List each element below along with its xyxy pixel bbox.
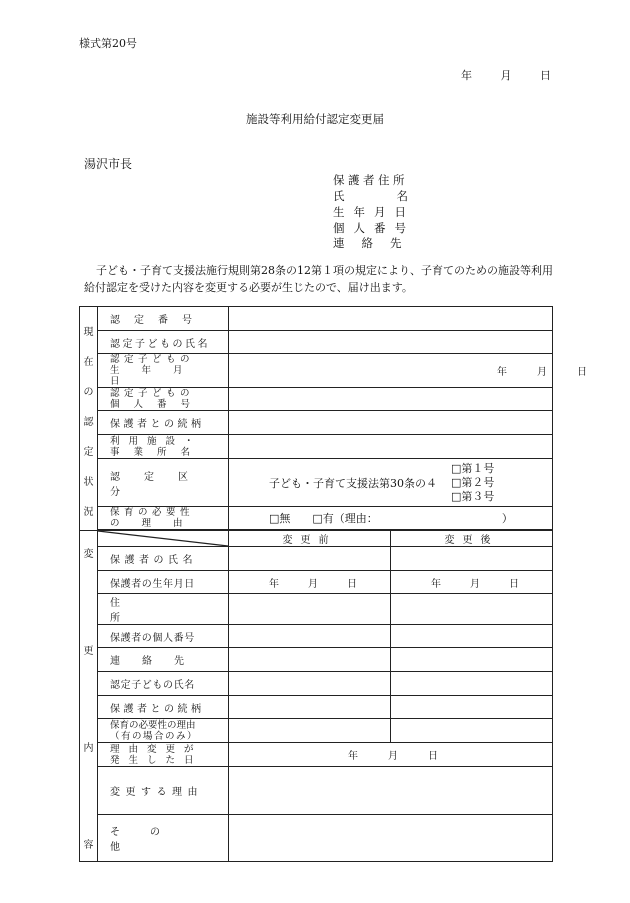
month-label: 月 xyxy=(470,578,480,590)
year-label: 年 xyxy=(348,751,358,762)
change-child-name-after[interactable] xyxy=(391,672,553,696)
cert-number-text: 認定番号 xyxy=(110,315,206,326)
applicant-name-label xyxy=(333,188,460,204)
address-label xyxy=(98,594,229,625)
need-reason-label xyxy=(98,507,229,530)
facility-text-2: 事業所名 xyxy=(110,446,205,458)
child-name-label xyxy=(98,331,229,354)
relationship-text: 保護者との続柄 xyxy=(110,419,205,430)
contact-text: 連絡先 xyxy=(110,656,206,667)
contact-label xyxy=(98,648,229,672)
year-label: 年 xyxy=(431,578,441,590)
category-text: 認定区分 xyxy=(110,471,212,498)
guardian-dob-before-date xyxy=(269,575,357,590)
facility-label xyxy=(98,435,229,459)
change-reason-value[interactable] xyxy=(229,767,553,815)
month-label: 月 xyxy=(500,69,512,82)
child-name-value[interactable] xyxy=(229,331,553,354)
cert-number-value[interactable] xyxy=(229,307,553,331)
relationship-label xyxy=(98,411,229,435)
applicant-contact-label xyxy=(333,235,419,251)
month-label: 月 xyxy=(308,578,318,590)
guardian-id-after[interactable] xyxy=(391,625,553,648)
change-date-label xyxy=(98,743,229,767)
guardian-id-before[interactable] xyxy=(229,625,391,648)
category-option-1-checkbox[interactable]: □第１号 xyxy=(451,461,495,475)
month-label: 月 xyxy=(537,367,547,378)
change-form-table xyxy=(79,306,587,862)
contact-before[interactable] xyxy=(229,648,391,672)
applicant-address-text: 保護者住所 xyxy=(333,173,408,187)
other-label xyxy=(98,815,229,862)
guardian-name-text: 保護者の氏名 xyxy=(110,555,197,566)
child-dob-text-1: 認定子どもの xyxy=(110,354,195,365)
change-child-name-before[interactable] xyxy=(229,672,391,696)
applicant-dob-label xyxy=(333,204,415,220)
submission-date xyxy=(461,67,551,83)
day-label: 日 xyxy=(577,367,587,378)
change-need-reason-before[interactable] xyxy=(229,719,391,743)
child-id-value[interactable] xyxy=(229,388,553,411)
child-id-label xyxy=(98,388,229,411)
guardian-dob-after[interactable] xyxy=(391,571,553,594)
facility-text-1: 利用施設・ xyxy=(110,435,203,447)
form-number: 様式第20号 xyxy=(79,37,137,50)
side-char: 容 xyxy=(83,840,94,851)
change-need-reason-after[interactable] xyxy=(391,719,553,743)
applicant-contact-text: 連絡先 xyxy=(333,236,419,250)
day-label: 日 xyxy=(540,69,551,82)
guardian-dob-label xyxy=(98,571,229,594)
address-text: 住所 xyxy=(110,598,194,624)
category-option-3-checkbox[interactable]: □第３号 xyxy=(451,489,495,503)
guardian-id-text: 保護者の個人番号 xyxy=(110,632,195,644)
day-label: 日 xyxy=(347,578,357,590)
address-before[interactable] xyxy=(229,594,391,625)
contact-after[interactable] xyxy=(391,648,553,672)
month-label: 月 xyxy=(388,751,398,762)
change-relationship-text: 保護者との続柄 xyxy=(110,703,205,715)
change-child-name-label xyxy=(98,672,229,696)
need-yes-checkbox[interactable]: □有（理由： xyxy=(312,512,378,525)
header-diagonal-cell xyxy=(98,531,229,547)
change-child-name-text: 認定子どもの氏名 xyxy=(110,680,195,691)
other-value[interactable] xyxy=(229,815,553,862)
other-text: その他 xyxy=(110,827,190,853)
before-header xyxy=(229,531,391,547)
category-label xyxy=(98,459,229,507)
facility-value[interactable] xyxy=(229,435,553,459)
change-relationship-label xyxy=(98,696,229,719)
guardian-dob-after-date xyxy=(431,575,519,590)
change-need-reason-text-2: （有の場合のみ） xyxy=(110,730,199,742)
after-header xyxy=(391,531,553,547)
side-char: 認 xyxy=(83,416,94,428)
applicant-name-text: 氏名 xyxy=(333,189,460,203)
guardian-id-label xyxy=(98,625,229,648)
intro-paragraph: 子ども・子育て支援法施行規則第28条の12第１項の規定により、子育てのための施設等利用給付認定を受けた内容を変更する必要が生じたので、届け出ます。 xyxy=(84,264,553,294)
side-char: 定 xyxy=(83,447,94,459)
child-name-text: 認定子どもの氏名 xyxy=(110,338,210,350)
relationship-value[interactable] xyxy=(229,411,553,435)
change-date-value[interactable] xyxy=(229,743,553,767)
guardian-name-before[interactable] xyxy=(229,547,391,571)
day-label: 日 xyxy=(509,578,519,590)
change-contents-side-label xyxy=(80,531,98,862)
need-reason-text-2: の理由 xyxy=(110,518,205,529)
change-date-text-2: 発生した日 xyxy=(110,754,203,766)
addressee: 湯沢市長 xyxy=(84,157,133,171)
need-reason-text-1: 保育の必要性 xyxy=(110,507,195,518)
applicant-id-text: 個人番号 xyxy=(333,221,415,235)
applicant-id-label xyxy=(333,220,415,236)
child-dob-text-2: 生年月日 xyxy=(110,365,205,387)
category-options xyxy=(451,462,494,504)
cert-number-label xyxy=(98,307,229,331)
category-option-2-checkbox[interactable]: □第２号 xyxy=(451,475,495,489)
after-header-text: 変更後 xyxy=(444,535,499,546)
category-law-text: 子ども・子育て支援法第30条の４ xyxy=(269,476,437,490)
side-char: 現 xyxy=(83,326,94,338)
child-dob-label xyxy=(98,354,229,388)
side-char: 更 xyxy=(83,646,94,657)
guardian-name-after[interactable] xyxy=(391,547,553,571)
year-label: 年 xyxy=(497,367,507,378)
category-value xyxy=(229,459,553,507)
applicant-address-label xyxy=(333,172,408,188)
current-status-side-label xyxy=(80,307,98,531)
child-dob-value[interactable] xyxy=(229,354,587,388)
change-reason-label xyxy=(98,767,229,815)
diagonal-line xyxy=(98,531,228,546)
change-need-reason-label xyxy=(98,719,229,743)
need-none-checkbox[interactable]: □無 xyxy=(269,512,291,525)
applicant-dob-text: 生年月日 xyxy=(333,205,415,219)
side-char: 況 xyxy=(83,507,94,519)
side-char: 在 xyxy=(83,356,94,368)
child-id-text-1: 認定子どもの xyxy=(110,388,195,399)
change-relationship-after[interactable] xyxy=(391,696,553,719)
side-char: 状 xyxy=(83,477,94,489)
need-reason-value xyxy=(229,507,553,530)
day-label: 日 xyxy=(428,751,438,762)
change-relationship-before[interactable] xyxy=(229,696,391,719)
side-char: 内 xyxy=(83,743,94,754)
need-close-paren: ） xyxy=(501,512,513,525)
side-char: 変 xyxy=(83,549,94,560)
change-date-date xyxy=(348,747,438,762)
change-reason-text: 変更する理由 xyxy=(110,787,203,798)
address-after[interactable] xyxy=(391,594,553,625)
child-dob-date xyxy=(497,363,587,378)
side-char: の xyxy=(83,386,94,398)
year-label: 年 xyxy=(461,69,472,82)
child-id-text-2: 個人番号 xyxy=(110,399,205,410)
before-header-text: 変更前 xyxy=(282,535,337,546)
change-need-reason-text-1: 保育の必要性の理由 xyxy=(110,719,196,731)
document-title: 施設等利用給付認定変更届 xyxy=(246,112,384,126)
guardian-dob-text: 保護者の生年月日 xyxy=(110,578,195,590)
year-label: 年 xyxy=(269,578,279,590)
change-date-text-1: 理由変更が xyxy=(110,743,203,755)
guardian-dob-before[interactable] xyxy=(229,571,391,594)
guardian-name-label xyxy=(98,547,229,571)
